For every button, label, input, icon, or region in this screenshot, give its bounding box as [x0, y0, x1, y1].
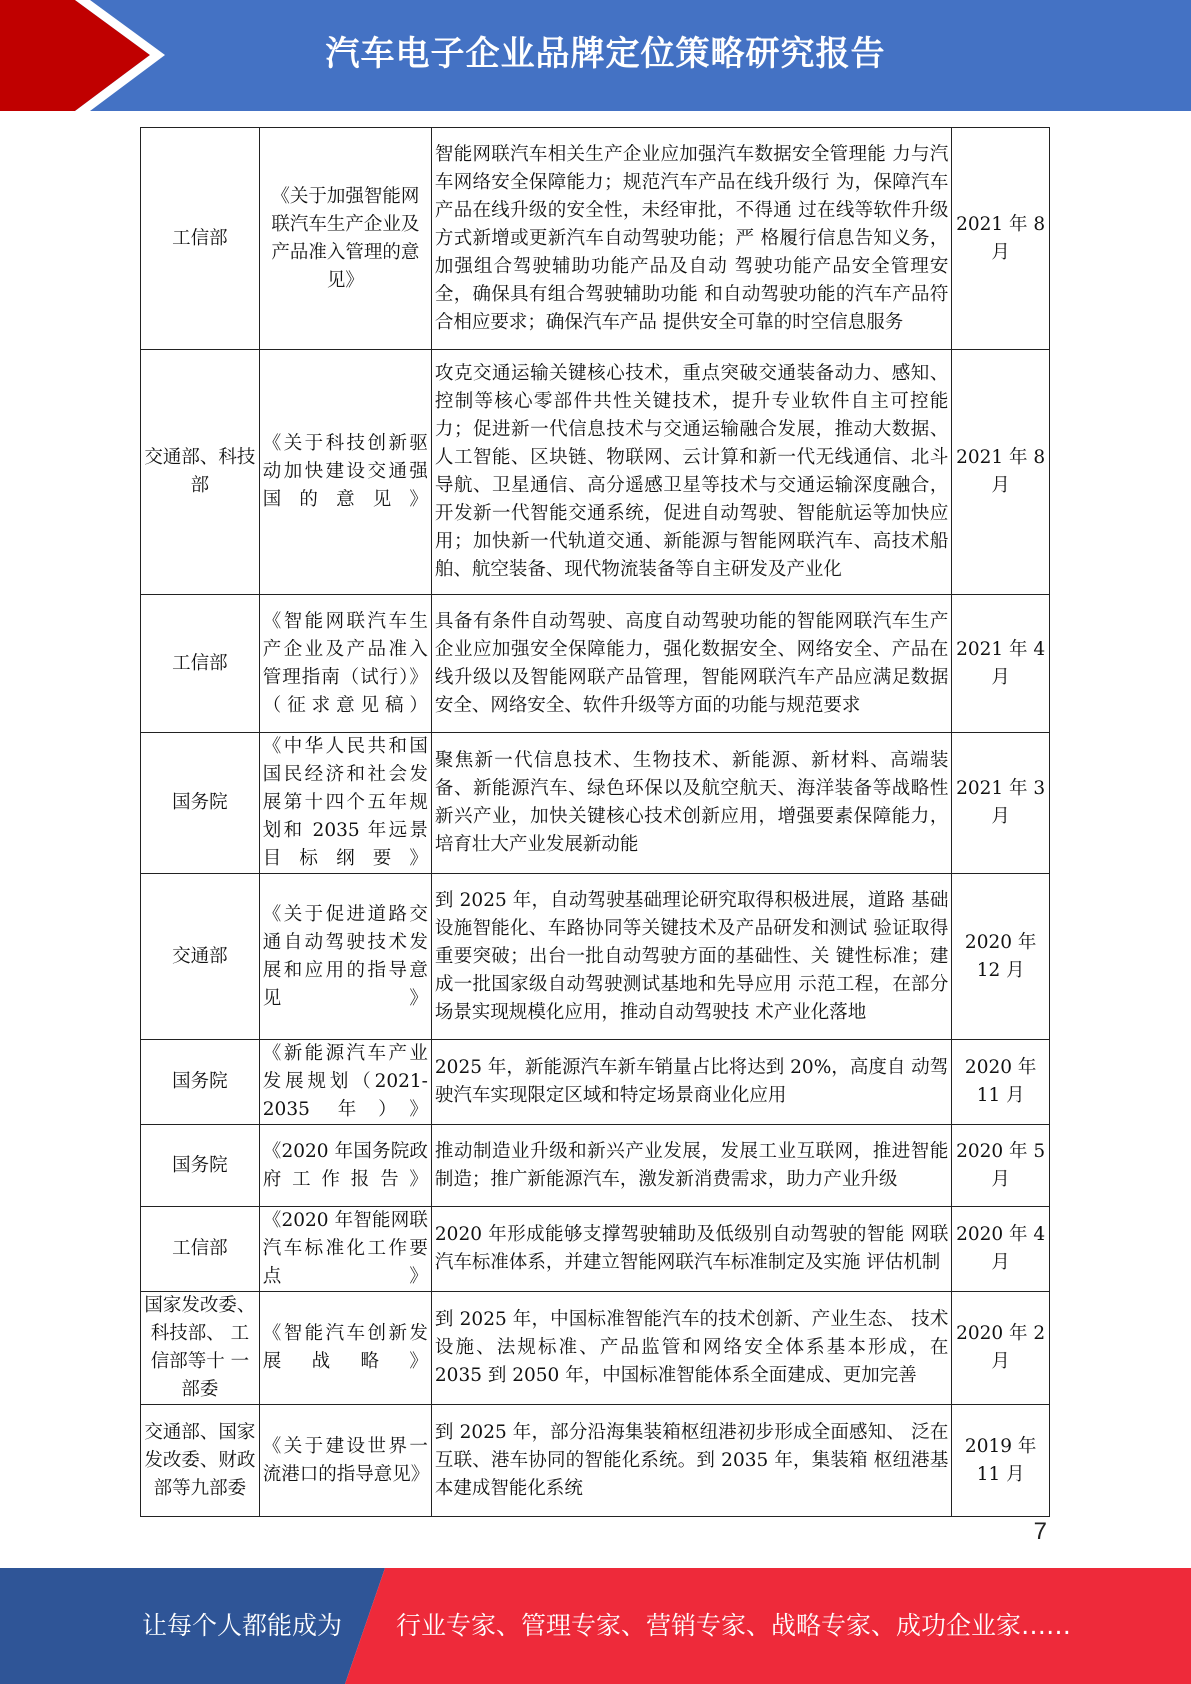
document-cell: 《智能汽车创新发展战略》 — [259, 1292, 431, 1405]
document-cell: 《中华人民共和国国民经济和社会发展第十四个五年规划和 2035 年远景目标纲要》 — [259, 733, 431, 874]
document-cell: 《关于加强智能网联汽车生产企业及产品准入管理的意见》 — [259, 128, 431, 350]
document-cell: 《关于促进道路交通自动驾驶技术发展和应用的指导意见》 — [259, 874, 431, 1040]
date-cell: 2021 年 3 月 — [952, 733, 1050, 874]
document-cell: 《2020 年智能网联汽车标准化工作要点》 — [259, 1207, 431, 1292]
content-cell: 具备有条件自动驾驶、高度自动驾驶功能的智能网联汽车生产企业应加强安全保障能力，强化数据安全、网络安全、产品在线升级以及智能网联产品管理，智能网联汽车产品应满足数据安全、网络安全、软件升级等方面的功能与规范要求 — [431, 595, 951, 733]
date-cell: 2021 年 8 月 — [952, 350, 1050, 595]
footer-slogan-right: 行业专家、管理专家、营销专家、战略专家、成功企业家…… — [396, 1611, 1072, 1640]
date-cell: 2020 年 2 月 — [952, 1292, 1050, 1405]
table-row — [141, 1125, 1050, 1207]
page-footer — [0, 1568, 1191, 1684]
content-cell: 推动制造业升级和新兴产业发展，发展工业互联网，推进智能制造；推广新能源汽车，激发新消费需求，助力产业升级 — [431, 1125, 951, 1207]
document-cell: 《关于科技创新驱动加快建设交通强国的意见》 — [259, 350, 431, 595]
dept-cell: 工信部 — [141, 595, 260, 733]
dept-cell: 国务院 — [141, 1125, 260, 1207]
dept-cell: 国务院 — [141, 1040, 260, 1125]
date-cell: 2021 年 4 月 — [952, 595, 1050, 733]
date-cell: 2020 年 4 月 — [952, 1207, 1050, 1292]
document-cell: 《关于建设世界一流港口的指导意见》 — [259, 1405, 431, 1517]
content-cell: 攻克交通运输关键核心技术，重点突破交通装备动力、感知、控制等核心零部件共性关键技术，提升专业软件自主可控能力；促进新一代信息技术与交通运输融合发展，推动大数据、人工智能、区块链、物联网、云计算和新一代无线通信、北斗导航、卫星通信、高分遥感卫星等技术与交通运输深度融合，开发新一代智能交通系统，促进自动驾驶、智能航运等加快应用；加快新一代轨道交通、新能源与智能网联汽车、高技术船舶、航空装备、现代物流装备等自主研发及产业化 — [431, 350, 951, 595]
table-row — [141, 1207, 1050, 1292]
dept-cell: 交通部 — [141, 874, 260, 1040]
content-cell: 到 2025 年，中国标准智能汽车的技术创新、产业生态、 技术设施、法规标准、产品监管和网络安全体系基本形成，在 2035 到 2050 年，中国标准智能体系全面建成、更加完善 — [431, 1292, 951, 1405]
dept-cell: 国家发改委、科技部、 工信部等十 一部委 — [141, 1292, 260, 1405]
dept-cell: 工信部 — [141, 128, 260, 350]
date-cell: 2021 年 8 月 — [952, 128, 1050, 350]
document-cell: 《2020 年国务院政府工作报告》 — [259, 1125, 431, 1207]
dept-cell: 国务院 — [141, 733, 260, 874]
content-cell: 到 2025 年，部分沿海集装箱枢纽港初步形成全面感知、 泛在互联、港车协同的智能化系统。到 2035 年，集装箱 枢纽港基本建成智能化系统 — [431, 1405, 951, 1517]
document-cell: 《新能源汽车产业发展规划（2021-2035 年）》 — [259, 1040, 431, 1125]
content-cell: 到 2025 年，自动驾驶基础理论研究取得积极进展，道路 基础设施智能化、车路协同等关键技术及产品研发和测试 验证取得重要突破；出台一批自动驾驶方面的基础性、关 键性标准；建成一批国家级自动驾驶测试基地和先导应用 示范工程，在部分场景实现规模化应用，推动自动驾驶技 术产业化落地 — [431, 874, 951, 1040]
report-title: 汽车电子企业品牌定位策略研究报告 — [325, 34, 886, 74]
date-cell: 2020 年 11 月 — [952, 1040, 1050, 1125]
date-cell: 2019 年 11 月 — [952, 1405, 1050, 1517]
content-cell: 2025 年，新能源汽车新车销量占比将达到 20%，高度自 动驾驶汽车实现限定区域和特定场景商业化应用 — [431, 1040, 951, 1125]
table-row — [141, 128, 1050, 350]
policy-table — [140, 127, 1050, 1517]
page-number: 7 — [1033, 1518, 1047, 1545]
date-cell: 2020 年 5 月 — [952, 1125, 1050, 1207]
date-cell: 2020 年 12 月 — [952, 874, 1050, 1040]
table-row — [141, 1292, 1050, 1405]
table-row — [141, 1040, 1050, 1125]
content-cell: 2020 年形成能够支撑驾驶辅助及低级别自动驾驶的智能 网联汽车标准体系，并建立智能网联汽车标准制定及实施 评估机制 — [431, 1207, 951, 1292]
content-cell: 智能网联汽车相关生产企业应加强汽车数据安全管理能 力与汽车网络安全保障能力；规范汽车产品在线升级行 为，保障汽车产品在线升级的安全性，未经审批，不得通 过在线等软件升级方式新增或更新汽车自动驾驶功能；严 格履行信息告知义务，加强组合驾驶辅助功能产品及自动 驾驶功能产品安全管理安全，确保具有组合驾驶辅助功能 和自动驾驶功能的汽车产品符合相应要求；确保汽车产品 提供安全可靠的时空信息服务 — [431, 128, 951, 350]
table-row — [141, 733, 1050, 874]
table-row — [141, 1405, 1050, 1517]
dept-cell: 交通部、国家发改委、财政部等九部委 — [141, 1405, 260, 1517]
table-row — [141, 350, 1050, 595]
document-cell: 《智能网联汽车生产企业及产品准入管理指南（试行）》（征求意见稿） — [259, 595, 431, 733]
table-row — [141, 874, 1050, 1040]
dept-cell: 交通部、科技部 — [141, 350, 260, 595]
table-row — [141, 595, 1050, 733]
footer-slogan-left: 让每个人都能成为 — [142, 1611, 343, 1640]
dept-cell: 工信部 — [141, 1207, 260, 1292]
content-cell: 聚焦新一代信息技术、生物技术、新能源、新材料、高端装备、新能源汽车、绿色环保以及航空航天、海洋装备等战略性新兴产业，加快关键核心技术创新应用，增强要素保障能力，培育壮大产业发展新动能 — [431, 733, 951, 874]
page-header — [0, 0, 1191, 111]
